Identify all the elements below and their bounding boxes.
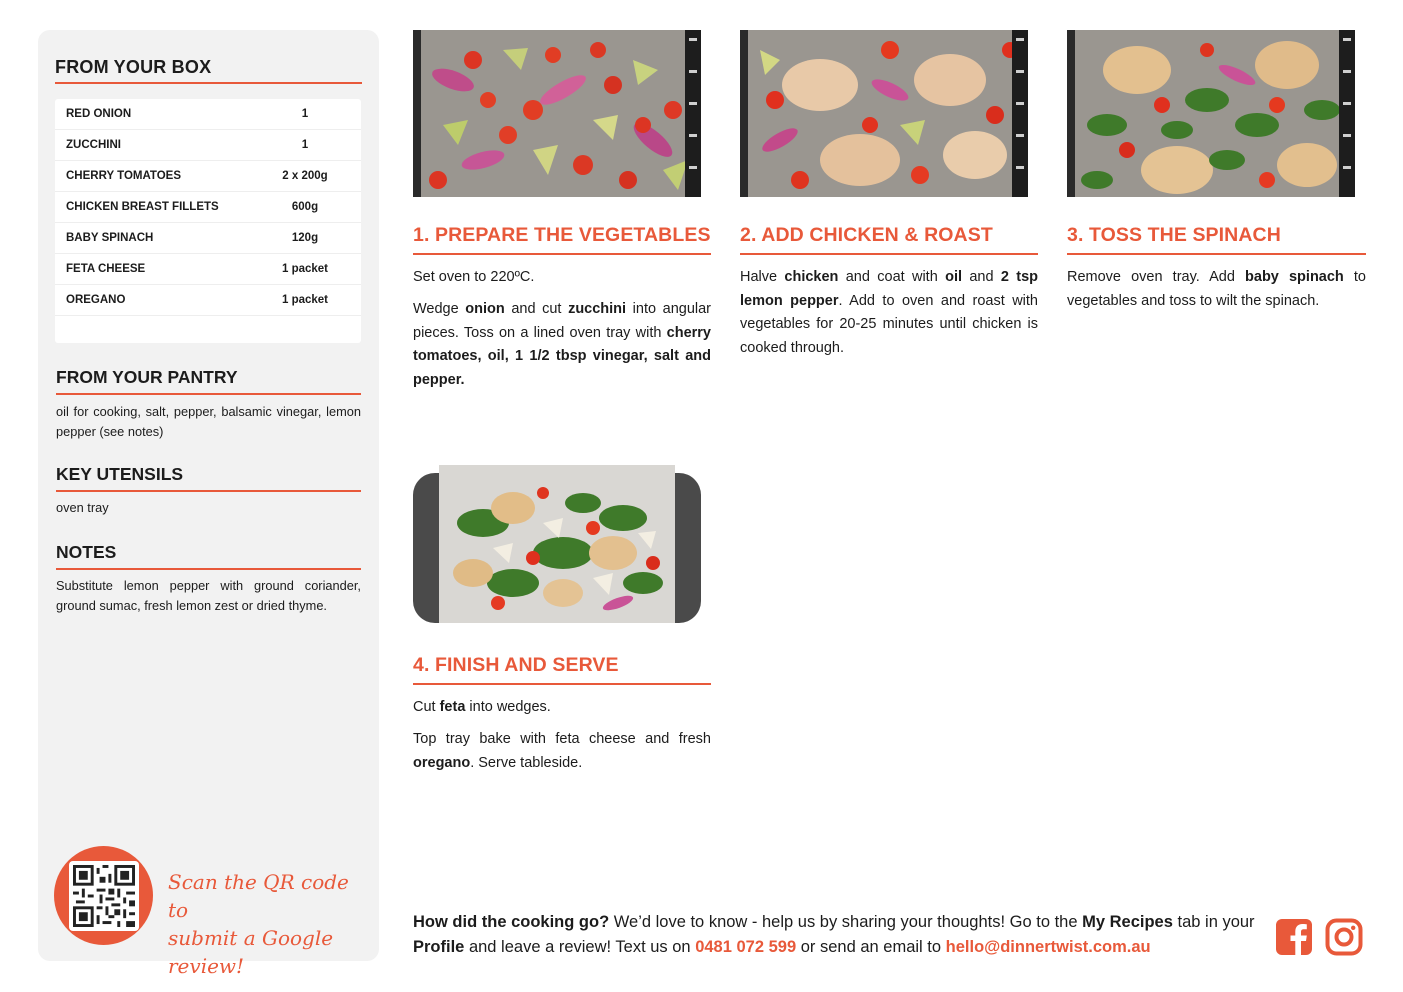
text-run: oil [945,269,963,285]
pantry-title: FROM YOUR PANTRY [56,367,238,387]
notes-title: NOTES [56,542,117,562]
ingredient-row [55,161,361,192]
ingredient-qty: 1 packet [281,263,329,275]
step-4-body [413,696,711,784]
step-4-photo [413,463,701,625]
box-title: FROM YOUR BOX [55,57,212,77]
qr-code-icon[interactable] [69,861,139,931]
text-run: Top tray bake with feta cheese and fresh [413,731,711,747]
pantry-text: oil for cooking, salt, pepper, balsamic vinegar, lemon pepper (see notes) [56,404,361,439]
notes-text: Substitute lemon pepper with ground coriander, ground sumac, fresh lemon zest or dried thyme. [56,578,361,613]
step-1-divider [413,253,711,255]
ingredient-name: OREGANO [66,294,126,306]
utensils-divider [56,490,361,492]
text-run: and [962,269,1001,285]
step-2-title: 2. ADD CHICKEN & ROAST [740,224,993,246]
step-1-title: 1. PREPARE THE VEGETABLES [413,224,711,246]
ingredients-table [55,99,361,343]
ingredient-name: FETA CHEESE [66,263,146,275]
step-4-text [413,728,711,775]
ingredient-name: RED ONION [66,108,132,120]
text-run: Remove oven tray. Add [1067,269,1246,285]
step-3-title: 3. TOSS THE SPINACH [1067,224,1281,246]
text-run: feta [439,699,466,715]
step-2-body [740,266,1038,369]
text-run: and cut [504,301,569,317]
step-3-text [1067,266,1366,313]
feedback-footer [413,910,1263,960]
step-3-divider [1067,253,1366,255]
step-4-title: 4. FINISH AND SERVE [413,654,619,676]
text-run: into wedges. [465,699,551,715]
footer-text: or send an email to [796,938,946,956]
ingredient-name: CHICKEN BREAST FILLETS [66,201,219,213]
footer-text: tab in your [1172,913,1255,931]
text-run: cherry tomatoes, oil, 1 1/2 tbsp vinegar, salt and pepper. [413,324,711,388]
ingredient-qty: 2 x 200g [282,170,328,182]
step-4-divider [413,683,711,685]
qr-caption-line2: submit a Google review! [168,926,334,978]
phone-link[interactable]: 0481 072 599 [695,938,797,956]
text-run: to vegetables and toss to wilt the spinach. [1067,269,1366,309]
ingredient-name: BABY SPINACH [66,232,154,244]
step-1-text: Set oven to 220ºC. [413,269,535,285]
qr-badge[interactable] [54,846,153,945]
my-recipes-label: My Recipes [1082,913,1173,931]
text-run: 2 tsp lemon pepper [740,269,1038,309]
footer-text: and leave a review! Text us on [464,938,696,956]
ingredient-spacer [55,316,361,343]
text-run: onion [465,301,505,317]
email-link[interactable]: hello@dinnertwist.com.au [945,938,1151,956]
instagram-icon[interactable] [1325,918,1363,956]
footer-text: We’d love to know - help us by sharing your thoughts! Go to the [609,913,1083,931]
text-run: chicken [784,269,839,285]
text-run: baby spinach [1245,269,1344,285]
ingredient-qty: 120g [291,232,319,244]
step-2-text [740,266,1038,360]
text-run: oregano [413,754,471,771]
text-run: into angular pieces. Toss on a lined oven tray with [413,301,712,341]
profile-label: Profile [413,938,465,956]
ingredient-qty: 1 packet [281,294,329,306]
ingredient-row [55,254,361,285]
text-run: . Serve tableside. [470,754,583,771]
ingredient-row [55,130,361,161]
ingredient-qty: 600g [291,201,319,213]
text-run: Halve [740,269,785,285]
ingredient-row [55,99,361,130]
qr-caption-line1: Scan the QR code to [168,870,349,922]
step-3-photo [1067,30,1355,197]
notes-divider [56,568,361,570]
step-3-body [1067,266,1366,322]
pantry-divider [56,393,361,395]
facebook-icon[interactable] [1275,918,1313,956]
step-4-text [413,696,711,720]
box-divider [55,82,362,84]
ingredient-row [55,223,361,254]
sidebar [38,30,379,978]
ingredient-qty: 1 [301,139,309,151]
step-1-body [413,266,711,401]
step-2-photo [740,30,1028,197]
footer-question: How did the cooking go? [413,913,610,931]
text-run: and coat with [838,269,946,285]
step-1-photo [413,30,701,197]
text-run: Cut [413,699,440,715]
text-run: . Add to oven and roast with vegetables for 20-25 minutes until chicken is cooked through. [740,292,1038,356]
step-1-text [413,298,711,392]
ingredient-qty: 1 [301,108,309,120]
step-2-divider [740,253,1038,255]
text-run: zucchini [568,301,627,317]
ingredient-name: CHERRY TOMATOES [66,170,182,182]
qr-caption [168,868,368,980]
text-run: Wedge [413,301,466,317]
ingredient-row [55,285,361,316]
ingredient-name: ZUCCHINI [66,139,121,151]
ingredient-row [55,192,361,223]
utensils-title: KEY UTENSILS [56,464,184,484]
utensils-text: oven tray [56,500,109,515]
